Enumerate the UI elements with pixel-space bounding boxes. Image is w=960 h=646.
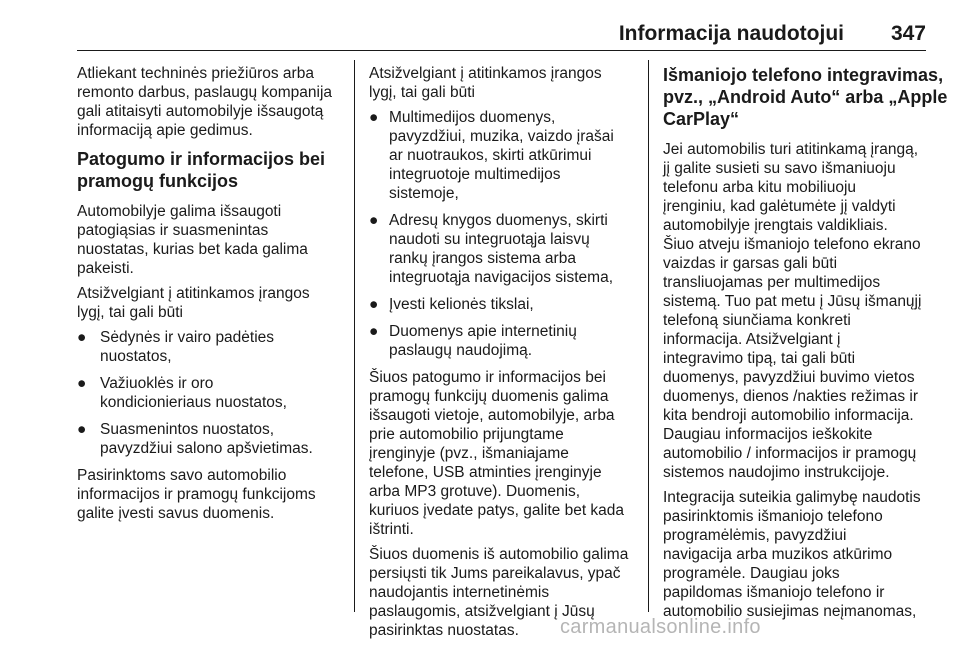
text-line: automobilyje įrengtais valdikliais. — [663, 217, 888, 234]
bullet-icon: ● — [369, 212, 379, 229]
text-line: nuostatas, kurias bet kada galima — [77, 241, 308, 258]
section-heading — [663, 64, 948, 130]
text-line: Duomenys apie internetinių — [389, 323, 577, 340]
text-line: informacija. Atsižvelgiant į — [663, 331, 841, 348]
section-heading — [77, 148, 347, 192]
text-line: ar nuotraukos, skirti atkūrimui — [389, 147, 592, 164]
text-line: Pasirinktoms savo automobilio — [77, 467, 287, 484]
text-line: Daugiau informacijos ieškokite — [663, 426, 873, 443]
text-line: įrenginiu, kad galėtumėte jį valdyti — [663, 198, 896, 215]
text-line: transliuojamas per multimedijos — [663, 274, 881, 291]
text-line: duomenys, dienos /nakties režimas ir — [663, 388, 919, 405]
list-item — [367, 295, 635, 314]
text-line: Atsižvelgiant į atitinkamos įrangos — [369, 65, 602, 82]
text-line: telefonu arba kitu mobiliuoju — [663, 179, 857, 196]
text-line: integruotąja navigacijos sistema, — [389, 269, 614, 286]
paragraph — [77, 466, 347, 523]
text-line: integravimo tipą, tai gali būti — [663, 350, 856, 367]
text-line: informacijos ir pramogų funkcijoms — [77, 486, 316, 503]
text-line: kuriuos įvedate patys, galite bet kada — [369, 502, 625, 519]
text-line: Integracija suteikia galimybę naudotis — [663, 489, 921, 506]
text-line: rankų įrangos sistema arba — [389, 250, 576, 267]
paragraph — [369, 368, 635, 539]
text-line: jį galite susieti su savo išmaniuoju — [663, 160, 896, 177]
text-line: Multimedijos duomenys, — [389, 109, 556, 126]
text-line: papildomas išmaniojo telefono ir — [663, 584, 885, 601]
text-line: pavyzdžiui salono apšvietimas. — [100, 440, 313, 457]
list-item — [367, 211, 635, 287]
text-line: telefoną siunčiama konkreti — [663, 312, 851, 329]
text-line: Sėdynės ir vairo padėties — [100, 329, 275, 346]
column-2 — [369, 64, 635, 646]
text-line: paslaugomis, atsižvelgiant į Jūsų — [369, 603, 595, 620]
text-line: sistemos naudojimo instrukcijoje. — [663, 464, 890, 481]
text-line: automobilio susiejimas neįmanomas, — [663, 603, 917, 620]
text-line: navigacija arba muzikos atkūrimo — [663, 546, 893, 563]
text-line: informaciją apie gedimus. — [77, 122, 253, 139]
text-line: pavyzdžiui, muzika, vaizdo įrašai — [389, 128, 614, 145]
text-line: lygį, tai gali būti — [369, 84, 475, 101]
paragraph — [663, 488, 929, 621]
text-line: Išmaniojo telefono integravimas, — [663, 65, 944, 85]
list-item — [75, 420, 347, 458]
text-line: remonto darbus, paslaugų kompanija — [77, 84, 333, 101]
bullet-icon: ● — [369, 109, 379, 126]
page-number: 347 — [890, 22, 926, 45]
text-line: programėlėmis, pavyzdžiui — [663, 527, 847, 544]
text-line: pasirinktas nuostatas. — [369, 622, 519, 639]
text-line: nuostatos, — [100, 348, 172, 365]
list-item — [75, 374, 347, 412]
text-line: vaizdas ir garsas gali būti — [663, 255, 838, 272]
text-line: pramogų funkcijos — [77, 171, 239, 191]
bullet-icon: ● — [369, 323, 379, 340]
text-line: telefone, USB atminties įrenginyje — [369, 464, 602, 481]
text-line: Šiuos duomenis iš automobilio galima — [369, 546, 629, 563]
paragraph — [663, 140, 929, 482]
text-line: Šiuo atveju išmaniojo telefono ekrano — [663, 236, 921, 253]
column-divider — [354, 60, 355, 612]
header-title: Informacija naudotojui — [618, 22, 844, 45]
text-line: pasirinktomis išmaniojo telefono — [663, 508, 883, 525]
text-line: Jei automobilis turi atitinkamą įrangą, — [663, 141, 919, 158]
text-line: sistemoje, — [389, 185, 459, 202]
bullet-list — [77, 328, 347, 458]
bullet-icon: ● — [369, 296, 379, 313]
text-line: kita bendroji automobilio informacija. — [663, 407, 914, 424]
text-line: pakeisti. — [77, 260, 134, 277]
bullet-icon: ● — [77, 421, 87, 438]
text-line: Adresų knygos duomenys, skirti — [389, 212, 608, 229]
paragraph — [77, 202, 347, 278]
text-line: Atliekant techninės priežiūros arba — [77, 65, 314, 82]
text-line: prie automobilio prijungtame — [369, 426, 564, 443]
text-line: gali atitaisyti automobilyje išsaugotą — [77, 103, 324, 120]
text-line: sistemą. Tuo pat metu į Jūsų išmanųjį — [663, 293, 922, 310]
column-divider — [648, 60, 649, 612]
column-1 — [77, 64, 347, 529]
text-line: CarPlay“ — [663, 109, 740, 129]
paragraph — [77, 64, 347, 140]
text-line: įrenginyje (pvz., išmaniajame — [369, 445, 569, 462]
text-line: Atsižvelgiant į atitinkamos įrangos — [77, 285, 310, 302]
text-line: lygį, tai gali būti — [77, 304, 183, 321]
text-line: išsaugoti vietoje, automobilyje, arba — [369, 407, 615, 424]
text-line: automobilio / informacijos ir pramogų — [663, 445, 917, 462]
watermark: carmanualsonline.info — [560, 616, 761, 638]
text-line: Įvesti kelionės tikslai, — [389, 296, 534, 313]
list-item — [367, 322, 635, 360]
text-line: Važiuoklės ir oro — [100, 375, 214, 392]
text-line: Patogumo ir informacijos bei — [77, 149, 326, 169]
list-item — [367, 108, 635, 203]
text-line: ištrinti. — [369, 521, 414, 538]
text-line: pvz., „Android Auto“ arba „Apple — [663, 87, 948, 107]
bullet-icon: ● — [77, 375, 87, 392]
header-rule — [77, 50, 926, 51]
text-line: programėle. Daugiau joks — [663, 565, 840, 582]
text-line: pramogų funkcijų duomenis galima — [369, 388, 609, 405]
text-line: Suasmenintos nuostatos, — [100, 421, 275, 438]
text-line: duomenys, pavyzdžiui buvimo vietos — [663, 369, 915, 386]
list-item — [75, 328, 347, 366]
text-line: integruotoje multimedijos — [389, 166, 561, 183]
column-3 — [663, 64, 948, 627]
text-line: persiųsti tik Jums pareikalavus, ypač — [369, 565, 621, 582]
text-line: kondicionieriaus nuostatos, — [100, 394, 287, 411]
text-line: Automobilyje galima išsaugoti — [77, 203, 282, 220]
text-line: galite įvesti savus duomenis. — [77, 505, 275, 522]
text-line: arba MP3 grotuve). Duomenis, — [369, 483, 581, 500]
bullet-list — [369, 108, 635, 360]
text-line: paslaugų naudojimą. — [389, 342, 533, 359]
page-header — [60, 22, 926, 50]
paragraph — [369, 64, 635, 102]
paragraph — [77, 284, 347, 322]
bullet-icon: ● — [77, 329, 87, 346]
text-line: Šiuos patogumo ir informacijos bei — [369, 369, 606, 386]
text-line: naudojantis internetinėmis — [369, 584, 550, 601]
text-line: patogiąsias ir suasmenintas — [77, 222, 269, 239]
text-line: naudoti su integruotąja laisvų — [389, 231, 590, 248]
